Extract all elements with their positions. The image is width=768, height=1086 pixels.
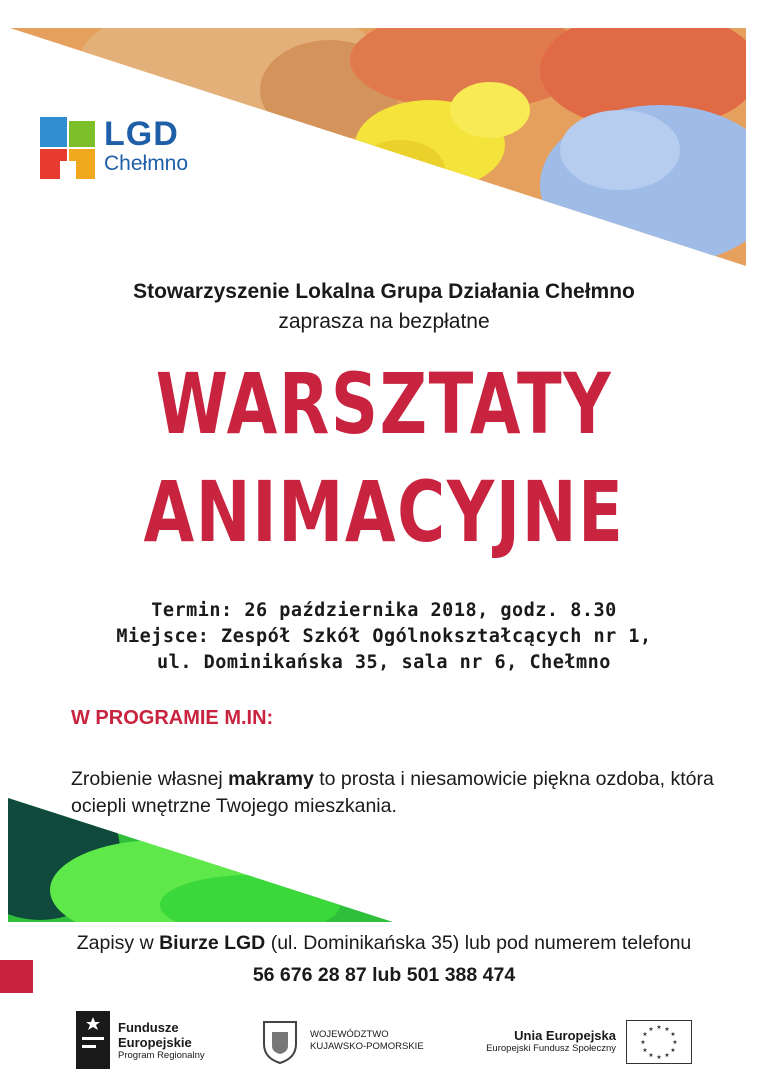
program-text-start: Zrobienie własnej [71, 768, 229, 790]
fundusze-europejskie-logo-icon [76, 1011, 110, 1069]
voiv-line-2: KUJAWSKO-POMORSKIE [310, 1041, 424, 1052]
logo-abbr: LGD [104, 115, 179, 153]
headline-line-1: WARSZTATY [155, 355, 613, 453]
event-term: Termin: 26 października 2018, godz. 8.30 [151, 600, 617, 621]
svg-text:★: ★ [648, 1026, 654, 1033]
phone-numbers: 56 676 28 87 lub 501 388 474 [252, 964, 516, 986]
organization-name: Stowarzyszenie Lokalna Grupa Działania Chełmno [133, 280, 635, 303]
headline-line-2: ANIMACYJNE [143, 463, 625, 561]
event-address: ul. Dominikańska 35, sala nr 6, Chełmno [157, 652, 611, 673]
voivodeship-coat-of-arms-icon [262, 1020, 298, 1064]
program-text-end: to prosta i niesamowicie piękna ozdoba, która ociepli wnętrzne Twojego mieszkania. [71, 768, 714, 817]
svg-text:★: ★ [656, 1054, 662, 1061]
svg-text:★: ★ [670, 1047, 676, 1054]
voivodeship-label [310, 1029, 424, 1053]
fe-line-1: Fundusze [118, 1020, 179, 1035]
svg-text:★: ★ [648, 1052, 654, 1059]
logo-city: Chełmno [104, 152, 189, 175]
eu-flag-icon [626, 1020, 692, 1064]
svg-text:★: ★ [670, 1031, 676, 1038]
program-description [71, 766, 731, 820]
fundusze-europejskie-label [118, 1020, 205, 1062]
svg-text:★: ★ [664, 1026, 670, 1033]
svg-text:★: ★ [656, 1024, 662, 1031]
voiv-line-1: WOJEWÓDZTWO [310, 1029, 389, 1040]
fe-line-2: Europejskie [118, 1035, 192, 1050]
svg-text:★: ★ [672, 1039, 678, 1046]
eu-line-1: Unia Europejska [514, 1028, 616, 1043]
registration-prefix: Zapisy w [76, 932, 160, 954]
lgd-logo-text [104, 116, 188, 176]
registration-office: Biurze LGD [159, 932, 266, 954]
program-heading: W PROGRAMIE M.IN: [71, 707, 274, 729]
program-highlight: makramy [228, 768, 314, 790]
svg-text:★: ★ [642, 1031, 648, 1038]
eu-label [470, 1028, 616, 1055]
event-place: Miejsce: Zespół Szkół Ogólnokształcących nr 1, [116, 626, 652, 647]
fe-line-3: Program Regionalny [118, 1050, 205, 1061]
svg-text:★: ★ [642, 1047, 648, 1054]
invite-text: zaprasza na bezpłatne [278, 310, 490, 333]
registration-info [0, 932, 768, 955]
svg-text:★: ★ [640, 1039, 646, 1046]
registration-suffix: (ul. Dominikańska 35) lub pod numerem telefonu [265, 932, 692, 954]
accent-bar [0, 960, 33, 993]
svg-text:★: ★ [664, 1052, 670, 1059]
lgd-logo-icon [40, 117, 96, 181]
eu-line-2: Europejski Fundusz Społeczny [486, 1043, 616, 1054]
